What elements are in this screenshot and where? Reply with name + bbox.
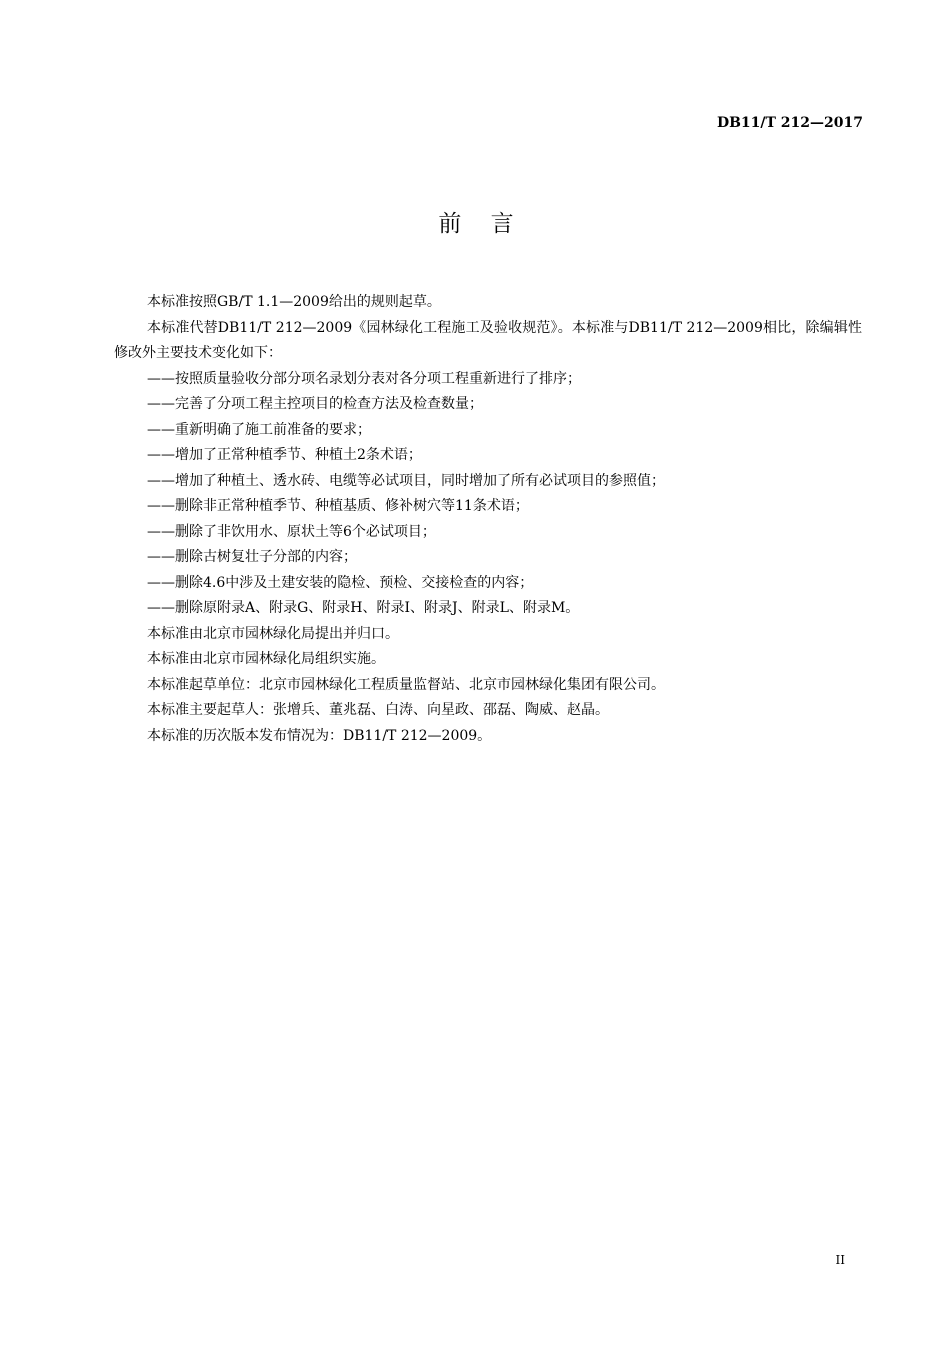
paragraph-proposer: 本标准由北京市园林绿化局提出并归口。 <box>147 625 399 642</box>
paragraph-implementer: 本标准由北京市园林绿化局组织实施。 <box>147 651 385 667</box>
paragraph-drafting-rules: 本标准按照GB/T 1.1—2009给出的规则起草。 <box>147 294 441 310</box>
change-item: ——增加了正常种植季节、种植土2条术语； <box>147 447 422 463</box>
paragraph-drafters: 本标准主要起草人：张增兵、董兆磊、白涛、向星政、邵磊、陶威、赵晶。 <box>147 702 609 718</box>
paragraph-version-history: 本标准的历次版本发布情况为：DB11/T 212—2009。 <box>147 727 492 744</box>
page-title: 前 言 <box>438 211 514 237</box>
change-item: ——完善了分项工程主控项目的检查方法及检查数量； <box>147 396 483 412</box>
paragraph-drafting-units: 本标准起草单位：北京市园林绿化工程质量监督站、北京市园林绿化集团有限公司。 <box>147 676 665 693</box>
change-item: ——增加了种植土、透水砖、电缆等必试项目，同时增加了所有必试项目的参照值； <box>147 472 665 489</box>
paragraph-replacement-statement: 本标准代替DB11/T 212—2009《园林绿化工程施工及验收规范》。本标准与DB11/T 212—2009相比，除编辑性修改外主要技术变化如下： <box>114 319 862 361</box>
change-item: ——删除非正常种植季节、种植基质、修补树穴等11条术语； <box>147 498 529 514</box>
change-item: ——重新明确了施工前准备的要求； <box>147 421 371 438</box>
change-item: ——删除4.6中涉及土建安装的隐检、预检、交接检查的内容； <box>147 574 534 591</box>
change-item: ——按照质量验收分部分项名录划分表对各分项工程重新进行了排序； <box>147 370 581 387</box>
change-item: ——删除原附录A、附录G、附录H、附录I、附录J、附录L、附录M。 <box>147 600 580 616</box>
change-item: ——删除了非饮用水、原状土等6个必试项目； <box>147 523 436 540</box>
document-body <box>114 290 862 749</box>
change-item: ——删除古树复壮子分部的内容； <box>147 549 357 565</box>
page-number: II <box>835 1253 845 1267</box>
standard-code: DB11/T 212—2017 <box>716 115 863 131</box>
